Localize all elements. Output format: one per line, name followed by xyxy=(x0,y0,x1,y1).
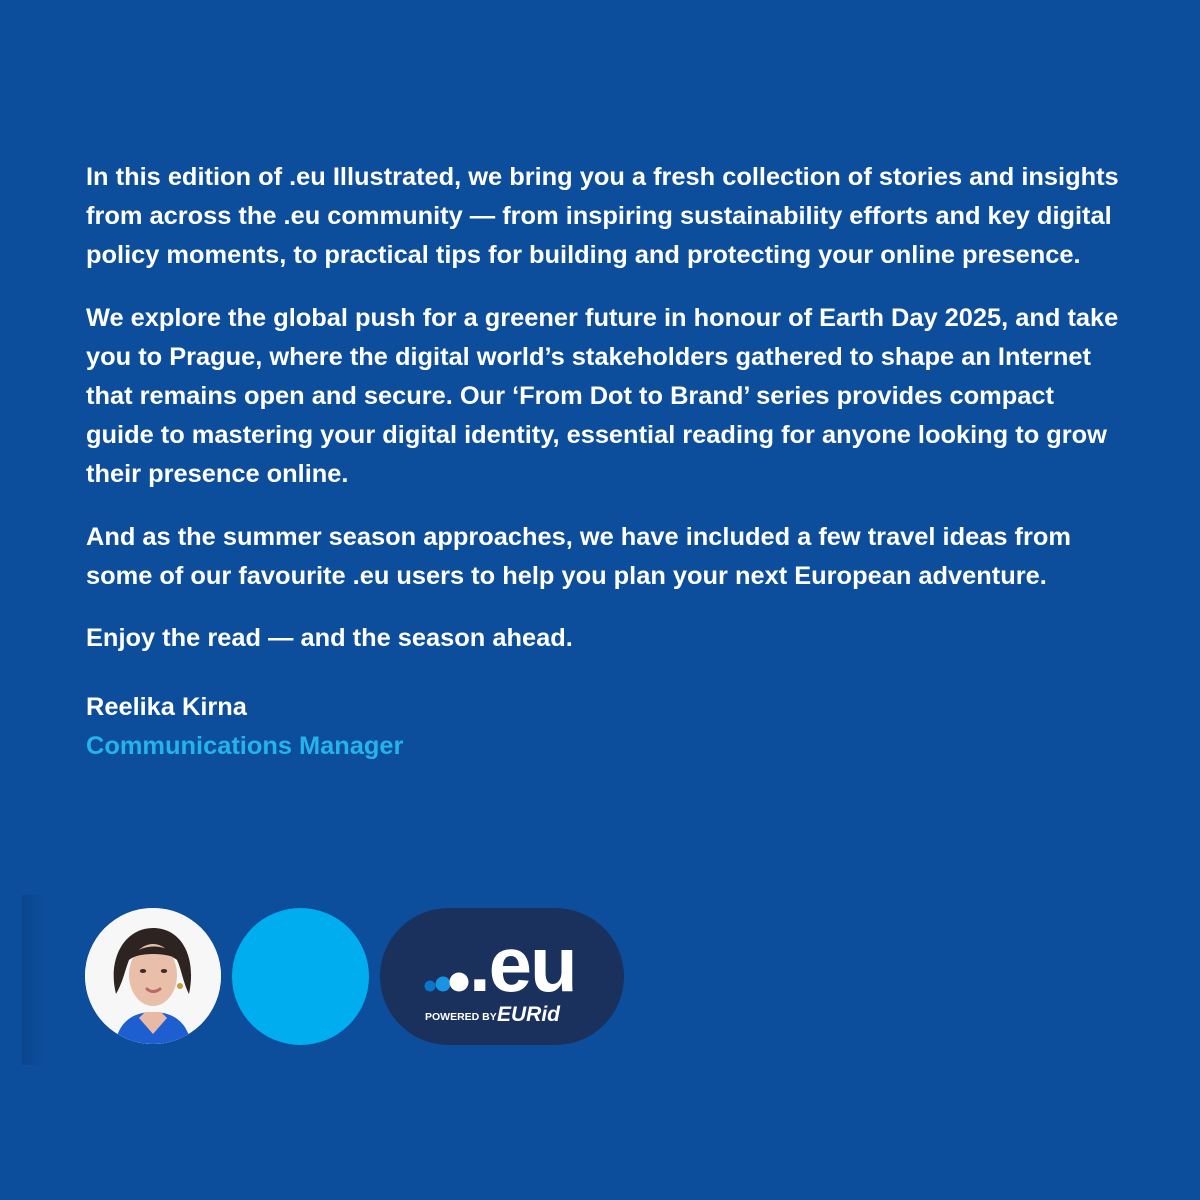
logo-powered-by: POWERED BY xyxy=(425,1011,497,1023)
paragraph-travel: And as the summer season approaches, we have included a few travel ideas from some of our favourite .eu users to help you plan your next European adventure. xyxy=(86,522,1071,590)
left-edge-shadow xyxy=(22,895,44,1065)
logo-dot-medium xyxy=(436,977,451,992)
logo-dot-small xyxy=(425,981,436,992)
eu-logo-mark xyxy=(380,908,624,1045)
logo-wordmark-eu: .eu xyxy=(469,920,576,1008)
author-avatar xyxy=(85,908,221,1044)
signature-title: Communications Manager xyxy=(86,732,404,761)
portrait-illustration xyxy=(85,908,221,1044)
eurid-logo xyxy=(380,908,624,1045)
paragraph-intro: In this edition of .eu Illustrated, we bring you a fresh collection of stories and insights from across the .eu community — from inspiring sustainability efforts and key digital policy moments, to practical tips for building and protecting your online presence. xyxy=(86,163,1119,270)
signature-name: Reelika Kirna xyxy=(86,693,247,722)
editorial-letter xyxy=(86,158,1126,767)
blue-dot-circle xyxy=(232,908,369,1045)
paragraph-closing: Enjoy the read — and the season ahead. xyxy=(86,624,573,653)
logo-dot-large xyxy=(450,973,469,992)
logo-brand-eurid: EURid xyxy=(497,1003,560,1026)
signature-block xyxy=(86,688,1126,766)
paragraph-topics: We explore the global push for a greener future in honour of Earth Day 2025, and take you to Prague, where the digital world’s stakeholders gathered to shape an Internet that remains open and secure. Our ‘From Dot to Brand’ series provides compact guide to mastering your digital identity, essential reading for anyone looking to grow their presence online. xyxy=(86,303,1119,489)
